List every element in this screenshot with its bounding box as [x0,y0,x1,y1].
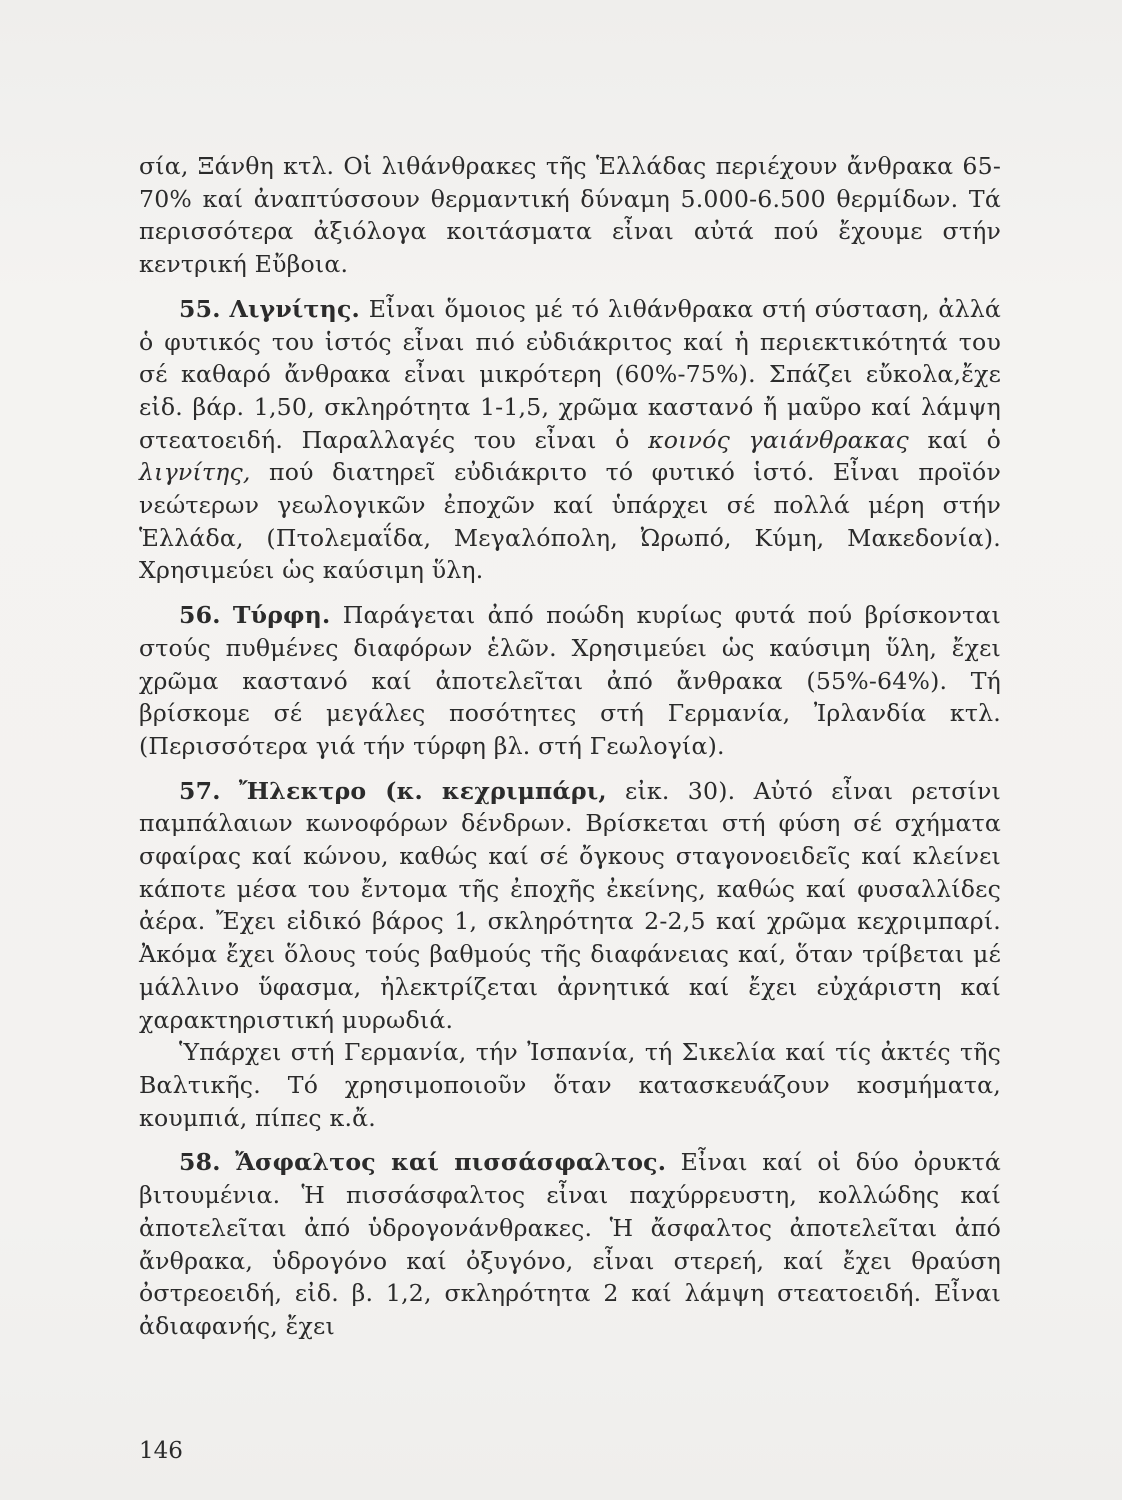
section-57-heading: Ἤλεκτρο (κ. κεχριμπάρι, [238,776,607,805]
section-58-body: Εἶναι καί οἱ δύο ὀρυκτά βιτουμένια. Ἡ πισσάσφαλτος εἶναι παχύρρευστη, κολλώδης καί ἀποτελεῖται ἀπό ὑδρογονάνθρακες. Ἡ ἄσφαλτος ἀποτελεῖται ἀπό ἄνθρακα, ὑδρογόνο καί ὀξυγόνο, εἶναι στερεή, καί ἔχει θραύση ὀστρεοειδή, εἰδ. β. 1,2, σκληρότητα 2 καί λάμψη στεατοειδή. Εἶναι ἀδιαφανής, ἔχει [139,1148,1001,1340]
section-55-heading: Λιγνίτης. [229,294,360,323]
section-55-italic-1: κοινός γαιάνθρακας [648,425,909,454]
section-55-italic-2: λιγνίτης, [139,458,251,487]
page-text [139,150,1001,1343]
section-57-number: 57. [179,776,221,805]
section-56-number: 56. [179,601,221,630]
section-56-heading: Τύρφη. [232,601,331,630]
section-57-body: εἰκ. 30). Αὐτό εἶναι ρετσίνι παμπάλαιων κωνοφόρων δένδρων. Βρίσκεται στή φύση σέ σχήματα σφαίρας καί κώνου, καθώς καί σέ ὄγκους σταγονοειδεῖς καί κλείνει κάποτε μέσα του ἔντομα τῆς ἐποχῆς ἐκείνης, καθώς καί φυσαλλίδες ἀέρα. Ἔχει εἰδικό βάρος 1, σκληρότητα 2-2,5 καί χρῶμα κεχριμπαρί. Ἀκόμα ἔχει ὅλους τούς βαθμούς τῆς διαφάνειας καί, ὅταν τρίβεται μέ μάλλινο ὕφασμα, ἠλεκτρίζεται ἀρνητικά καί ἔχει εὐχάριστη καί χαρακτηριστική μυρωδιά. [139,776,1001,1034]
section-56-paragraph [139,599,1001,763]
section-56-body: Παράγεται ἀπό ποώδη κυρίως φυτά πού βρίσκονται στούς πυθμένες διαφόρων ἑλῶν. Χρησιμεύει ὡς καύσιμη ὕλη, ἔχει χρῶμα καστανό καί ἀποτελεῖται ἀπό ἄνθρακα (55%-64%). Τή βρίσκομε σέ μεγάλες ποσότητες στή Γερμανία, Ἰρλανδία κτλ. (Περισσότερα γιά τήν τύρφη βλ. στή Γεωλογία). [139,601,1002,760]
section-58-paragraph [139,1146,1001,1342]
page-number: 146 [139,1438,183,1464]
intro-paragraph: σία, Ξάνθη κτλ. Οἱ λιθάνθρακες τῆς Ἑλλάδας περιέχουν ἄνθρακα 65-70% καί ἀναπτύσσουν θερμαντική δύναμη 5.000-6.500 θερμίδων. Τά περισσότερα ἀξιόλογα κοιτάσματα εἶναι αὐτά πού ἔχουμε στήν κεντρική Εὔβοια. [139,152,1001,279]
section-58-number: 58. [179,1148,221,1177]
section-55-body-1: Εἶναι ὅμοιος μέ τό λιθάνθρακα στή σύσταση, ἀλλά ὁ φυτικός του ἱστός εἶναι πιό εὐδιάκριτος καί ἡ περιεκτικότητά του σέ καθαρό ἄνθρακα εἶναι μικρότερη (60%-75%). Σπάζει εὔκολα,ἔχε εἰδ. βάρ. 1,50, σκληρότητα 1-1,5, χρῶμα καστανό ἤ μαῦρο καί λάμψη στεατοειδή. Παραλλαγές του εἶναι ὁ [139,294,1002,454]
section-55-body-2: καί ὁ [908,425,1001,454]
section-57-paragraph [139,775,1001,1037]
section-58-heading: Ἄσφαλτος καί πισσάσφαλτος. [235,1148,667,1177]
section-55-body-3: πού διατηρεῖ εὐδιάκριτο τό φυτικό ἱστό. Εἶναι προϊόν νεώτερων γεωλογικῶν ἐποχῶν καί ὑπάρχει σέ πολλά μέρη στήν Ἑλλάδα, (Πτολεμαΐδα, Μεγαλόπολη, Ὠρωπό, Κύμη, Μακεδονία). Χρησιμεύει ὡς καύσιμη ὕλη. [139,458,1001,585]
section-55-paragraph [139,293,1001,587]
section-57-paragraph-2: Ὑπάρχει στή Γερμανία, τήν Ἰσπανία, τή Σικελία καί τίς ἀκτές τῆς Βαλτικῆς. Τό χρησιμοποιοῦν ὅταν κατασκευάζουν κοσμήματα, κουμπιά, πίπες κ.ἄ. [139,1038,1001,1132]
section-55-number: 55. [179,294,221,323]
